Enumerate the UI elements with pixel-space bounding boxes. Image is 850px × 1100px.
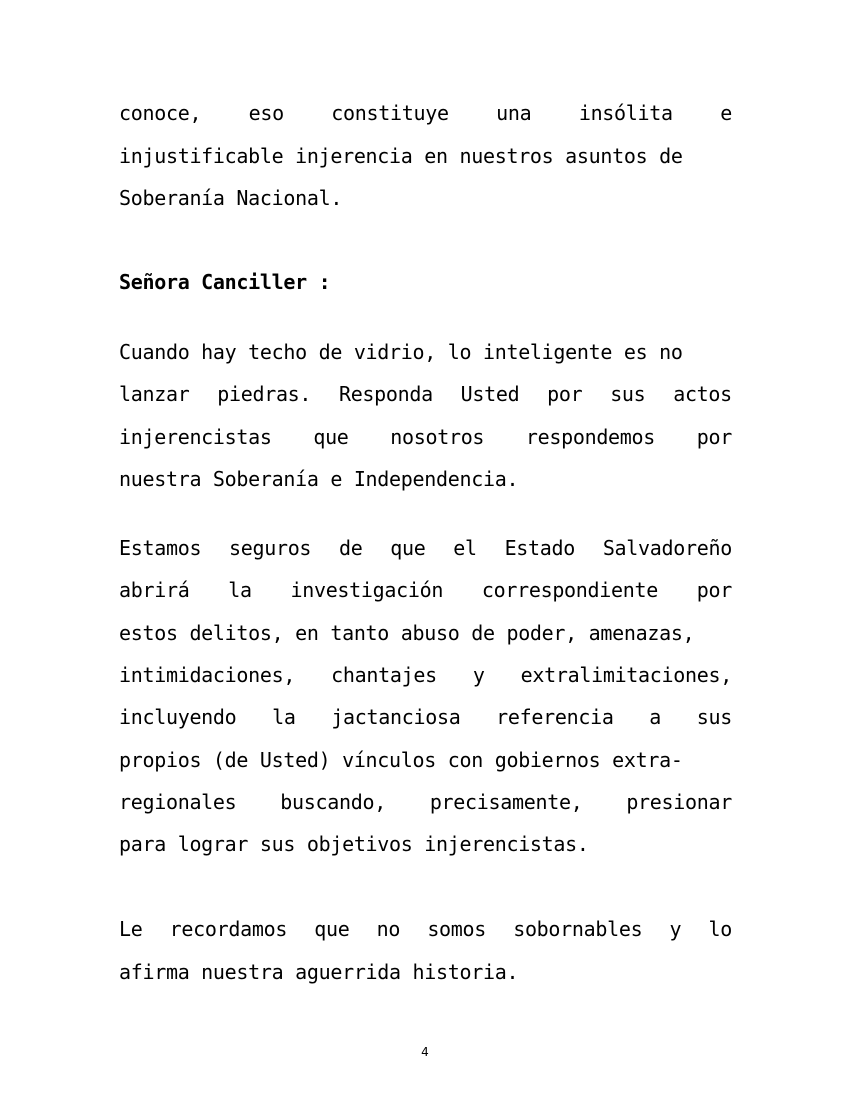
word: chantajes <box>331 663 437 687</box>
word: sus <box>696 705 732 729</box>
word: a <box>649 705 662 729</box>
word: presionar <box>626 790 732 814</box>
word: no <box>376 917 401 941</box>
word: intimidaciones, <box>119 663 296 687</box>
paragraph-1-line-1 <box>119 99 732 127</box>
word: que <box>313 425 349 449</box>
word: seguros <box>228 536 312 560</box>
word: regionales <box>119 790 237 814</box>
paragraph-3-line-1 <box>119 534 732 562</box>
paragraph-3-line-5 <box>119 703 732 731</box>
paragraph-3-line-7 <box>119 788 732 816</box>
word: lanzar <box>119 382 190 406</box>
paragraph-3-line-3: estos delitos, en tanto abuso de poder, amenazas, <box>119 621 695 645</box>
paragraph-1-line-2: injustificable injerencia en nuestros asuntos de <box>119 144 683 168</box>
word: correspondiente <box>481 578 658 602</box>
word: Usted <box>460 382 520 406</box>
paragraph-4-line-1 <box>119 915 732 943</box>
word: por <box>696 578 732 602</box>
word: por <box>547 382 583 406</box>
word: el <box>453 536 477 560</box>
paragraph-3-line-6: propios (de Usted) vínculos con gobiernos extra- <box>119 748 683 772</box>
word: extralimitaciones, <box>520 663 732 687</box>
word: e <box>720 101 732 125</box>
page-number: 4 <box>421 1045 429 1059</box>
paragraph-1-line-3: Soberanía Nacional. <box>119 186 343 210</box>
word: abrirá <box>119 578 190 602</box>
word: de <box>338 536 363 560</box>
word: Estado <box>504 536 576 560</box>
word: somos <box>427 917 487 941</box>
paragraph-3-line-8: para lograr sus objetivos injerencistas. <box>119 832 589 856</box>
word: insólita <box>578 101 673 125</box>
paragraph-2-line-2 <box>119 380 732 408</box>
word: la <box>272 705 296 729</box>
word: eso <box>248 101 284 125</box>
word: referencia <box>496 705 614 729</box>
word: sobornables <box>513 917 643 941</box>
paragraph-4-line-2: afirma nuestra aguerrida historia. <box>119 960 519 984</box>
word: investigación <box>290 578 444 602</box>
paragraph-2-line-1: Cuando hay techo de vidrio, lo inteligente es no <box>119 340 683 364</box>
word: una <box>496 101 532 125</box>
word: recordamos <box>169 917 288 941</box>
word: Estamos <box>119 536 202 560</box>
paragraph-3-line-4 <box>119 661 732 689</box>
word: que <box>390 536 426 560</box>
word: piedras. <box>217 382 312 406</box>
paragraph-2-line-3 <box>119 423 732 451</box>
word: por <box>696 425 732 449</box>
word: Salvadoreño <box>602 536 732 560</box>
word: jactanciosa <box>331 705 461 729</box>
word: Le <box>119 917 143 941</box>
word: y <box>669 917 682 941</box>
word: la <box>228 578 252 602</box>
word: sus <box>610 382 646 406</box>
word: lo <box>708 917 732 941</box>
word: conoce, <box>119 101 202 125</box>
paragraph-2-line-4: nuestra Soberanía e Independencia. <box>119 467 519 491</box>
word: nosotros <box>390 425 485 449</box>
word: injerencistas <box>119 425 272 449</box>
word: precisamente, <box>429 790 583 814</box>
word: constituye <box>331 101 449 125</box>
word: incluyendo <box>119 705 237 729</box>
word: respondemos <box>525 425 656 449</box>
word: que <box>314 917 350 941</box>
word: y <box>472 663 485 687</box>
word: buscando, <box>280 790 386 814</box>
paragraph-3-line-2 <box>119 576 732 604</box>
section-heading: Señora Canciller : <box>119 270 331 294</box>
word: Responda <box>338 382 433 406</box>
word: actos <box>673 382 732 406</box>
